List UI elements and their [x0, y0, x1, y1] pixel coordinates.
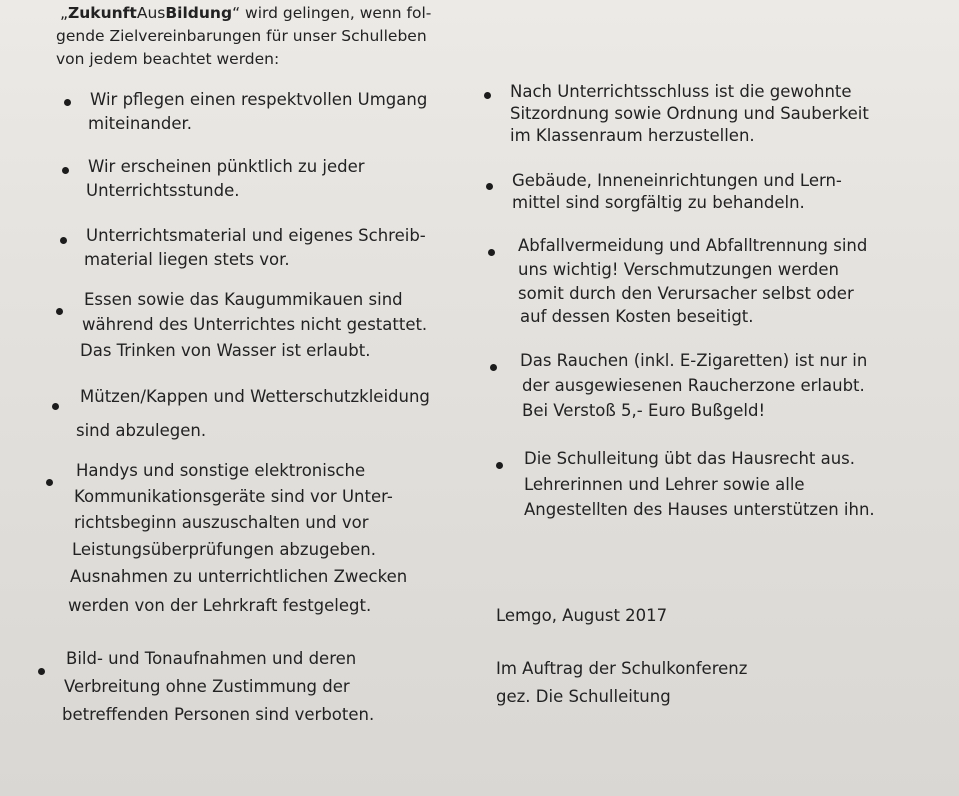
bullet-icon [60, 237, 67, 244]
rule-line: im Klassenraum herzustellen. [510, 126, 755, 145]
rule-line: Ausnahmen zu unterrichtlichen Zwecken [70, 567, 408, 586]
rule-line: werden von der Lehrkraft festgelegt. [68, 596, 372, 615]
rule-line: Die Schulleitung übt das Hausrecht aus. [524, 449, 856, 468]
rule-line: Mützen/Kappen und Wetterschutzkleidung [80, 387, 430, 406]
bullet-icon [46, 479, 53, 486]
rule-line: richtsbeginn auszuschalten und vor [74, 513, 369, 532]
rule-line: uns wichtig! Verschmutzungen werden [518, 260, 839, 279]
place-date: Lemgo, August 2017 [496, 606, 668, 625]
bullet-icon [56, 308, 63, 315]
signature-line: gez. Die Schulleitung [496, 687, 671, 706]
rule-line: sind abzulegen. [76, 421, 207, 440]
rule-line: Handys und sonstige elektronische [76, 461, 366, 480]
bullet-icon [38, 668, 45, 675]
brand-bildung: Bildung [165, 4, 233, 22]
quote-open: „ [60, 4, 69, 22]
rule-line: Nach Unterrichtsschluss ist die gewohnte [510, 82, 852, 101]
rule-line: Das Rauchen (inkl. E-Zigaretten) ist nur in [520, 351, 868, 370]
rule-line: Das Trinken von Wasser ist erlaubt. [80, 341, 371, 360]
rule-line: mittel sind sorgfältig zu behandeln. [512, 193, 805, 212]
rule-line: Gebäude, Inneneinrichtungen und Lern- [512, 171, 842, 190]
intro-line-3: von jedem beachtet werden: [56, 50, 280, 68]
bullet-icon [52, 403, 59, 410]
intro-line-2: gende Zielvereinbarungen für unser Schulleben [56, 27, 427, 45]
rule-line: Wir pflegen einen respektvollen Umgang [90, 90, 428, 109]
rule-line: Sitzordnung sowie Ordnung und Sauberkeit [510, 104, 869, 123]
rule-line: Kommunikationsgeräte sind vor Unter- [74, 487, 393, 506]
bullet-icon [488, 249, 495, 256]
rule-line: Leistungsüberprüfungen abzugeben. [72, 540, 376, 559]
rule-line: Abfallvermeidung und Abfalltrennung sind [518, 236, 868, 255]
rule-line: Lehrerinnen und Lehrer sowie alle [524, 475, 805, 494]
brand-aus: Aus [136, 4, 166, 22]
rule-line: Angestellten des Hauses unterstützen ihn. [524, 500, 875, 519]
bullet-icon [496, 462, 503, 469]
rule-line: miteinander. [88, 114, 193, 133]
rule-line: Unterrichtsstunde. [86, 181, 240, 200]
rule-line: Bild- und Tonaufnahmen und deren [66, 649, 357, 668]
rule-line: somit durch den Verursacher selbst oder [518, 284, 854, 303]
rule-line: material liegen stets vor. [84, 250, 290, 269]
bullet-icon [64, 99, 71, 106]
rule-line: Bei Verstoß 5,- Euro Bußgeld! [522, 401, 766, 420]
rule-line: betreffenden Personen sind verboten. [62, 705, 375, 724]
rule-line: Verbreitung ohne Zustimmung der [64, 677, 350, 696]
bullet-icon [62, 167, 69, 174]
intro-line-1 [60, 4, 431, 22]
bullet-icon [490, 364, 497, 371]
rule-line: der ausgewiesenen Raucherzone erlaubt. [522, 376, 865, 395]
rule-line: Unterrichtsmaterial und eigenes Schreib- [86, 226, 426, 245]
bullet-icon [486, 183, 493, 190]
brand-zukunft: Zukunft [68, 4, 137, 22]
rule-line: Essen sowie das Kaugummikauen sind [84, 290, 403, 309]
rule-line: auf dessen Kosten beseitigt. [520, 307, 754, 326]
rule-line: Wir erscheinen pünktlich zu jeder [88, 157, 365, 176]
on-behalf-line: Im Auftrag der Schulkonferenz [496, 659, 748, 678]
intro-continuation: “ wird gelingen, wenn fol- [232, 4, 432, 22]
rule-line: während des Unterrichtes nicht gestattet. [82, 315, 428, 334]
bullet-icon [484, 92, 491, 99]
